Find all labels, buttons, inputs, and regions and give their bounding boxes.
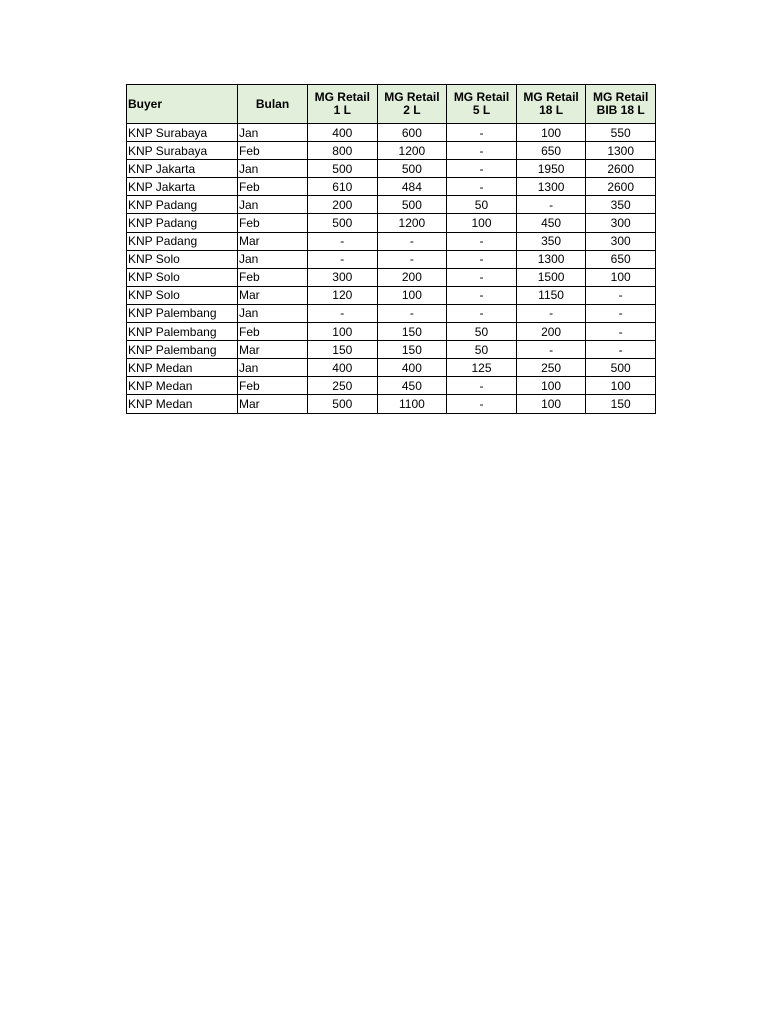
cell-mg-retail-1l: 120 bbox=[308, 286, 378, 304]
cell-buyer: KNP Solo bbox=[127, 250, 238, 268]
cell-bulan: Mar bbox=[238, 232, 308, 250]
cell-mg-retail-bib-18l: - bbox=[586, 304, 656, 322]
cell-mg-retail-2l: - bbox=[377, 250, 447, 268]
table-row bbox=[127, 196, 656, 214]
cell-mg-retail-18l: 1300 bbox=[516, 250, 586, 268]
cell-mg-retail-5l: - bbox=[447, 178, 517, 196]
cell-mg-retail-1l: - bbox=[308, 304, 378, 322]
cell-mg-retail-1l: 400 bbox=[308, 124, 378, 142]
cell-mg-retail-5l: 50 bbox=[447, 341, 517, 359]
header-mg-retail-bib-18l bbox=[586, 85, 656, 124]
cell-mg-retail-5l: - bbox=[447, 124, 517, 142]
table-row bbox=[127, 268, 656, 286]
cell-mg-retail-2l: 150 bbox=[377, 323, 447, 341]
cell-bulan: Feb bbox=[238, 214, 308, 232]
cell-mg-retail-2l: - bbox=[377, 232, 447, 250]
header-line: Buyer bbox=[128, 96, 163, 111]
cell-mg-retail-5l: - bbox=[447, 268, 517, 286]
cell-mg-retail-5l: - bbox=[447, 286, 517, 304]
cell-mg-retail-18l: 100 bbox=[516, 377, 586, 395]
header-mg-retail-1l bbox=[308, 85, 378, 124]
cell-mg-retail-2l: 600 bbox=[377, 124, 447, 142]
cell-mg-retail-2l: 1200 bbox=[377, 142, 447, 160]
cell-buyer: KNP Medan bbox=[127, 395, 238, 413]
cell-mg-retail-2l: 484 bbox=[377, 178, 447, 196]
cell-mg-retail-5l: - bbox=[447, 250, 517, 268]
cell-mg-retail-bib-18l: 350 bbox=[586, 196, 656, 214]
cell-mg-retail-18l: - bbox=[516, 304, 586, 322]
cell-bulan: Jan bbox=[238, 160, 308, 178]
cell-mg-retail-1l: 300 bbox=[308, 268, 378, 286]
cell-mg-retail-1l: 500 bbox=[308, 160, 378, 178]
header-line: MG Retail bbox=[453, 90, 510, 104]
header-line: Bulan bbox=[255, 96, 290, 111]
cell-mg-retail-18l: 100 bbox=[516, 395, 586, 413]
cell-mg-retail-18l: 1500 bbox=[516, 268, 586, 286]
header-line: 5 L bbox=[472, 103, 491, 117]
cell-mg-retail-18l: 1300 bbox=[516, 178, 586, 196]
cell-mg-retail-18l: 100 bbox=[516, 124, 586, 142]
cell-buyer: KNP Surabaya bbox=[127, 124, 238, 142]
header-buyer bbox=[127, 85, 238, 124]
cell-mg-retail-bib-18l: 1300 bbox=[586, 142, 656, 160]
header-line: 1 L bbox=[333, 103, 351, 117]
cell-mg-retail-bib-18l: 550 bbox=[586, 124, 656, 142]
cell-mg-retail-bib-18l: 500 bbox=[586, 359, 656, 377]
cell-mg-retail-5l: - bbox=[447, 232, 517, 250]
cell-bulan: Feb bbox=[238, 268, 308, 286]
cell-mg-retail-1l: 250 bbox=[308, 377, 378, 395]
cell-buyer: KNP Jakarta bbox=[127, 178, 238, 196]
cell-mg-retail-2l: 1100 bbox=[377, 395, 447, 413]
cell-mg-retail-5l: 125 bbox=[447, 359, 517, 377]
cell-buyer: KNP Surabaya bbox=[127, 142, 238, 160]
cell-mg-retail-2l: 450 bbox=[377, 377, 447, 395]
cell-mg-retail-18l: - bbox=[516, 341, 586, 359]
table-row bbox=[127, 395, 656, 413]
cell-mg-retail-5l: - bbox=[447, 395, 517, 413]
table-row bbox=[127, 232, 656, 250]
header-mg-retail-18l bbox=[516, 85, 586, 124]
cell-mg-retail-1l: 200 bbox=[308, 196, 378, 214]
header-mg-retail-5l bbox=[447, 85, 517, 124]
cell-buyer: KNP Jakarta bbox=[127, 160, 238, 178]
cell-mg-retail-bib-18l: 150 bbox=[586, 395, 656, 413]
cell-buyer: KNP Padang bbox=[127, 196, 238, 214]
cell-mg-retail-18l: 250 bbox=[516, 359, 586, 377]
cell-buyer: KNP Padang bbox=[127, 232, 238, 250]
cell-bulan: Jan bbox=[238, 250, 308, 268]
cell-bulan: Jan bbox=[238, 124, 308, 142]
cell-bulan: Jan bbox=[238, 304, 308, 322]
cell-mg-retail-2l: 500 bbox=[377, 160, 447, 178]
cell-mg-retail-2l: 400 bbox=[377, 359, 447, 377]
header-line: 2 L bbox=[403, 103, 421, 117]
cell-buyer: KNP Palembang bbox=[127, 304, 238, 322]
cell-mg-retail-5l: - bbox=[447, 160, 517, 178]
cell-bulan: Mar bbox=[238, 341, 308, 359]
table-row bbox=[127, 323, 656, 341]
cell-mg-retail-bib-18l: - bbox=[586, 323, 656, 341]
cell-mg-retail-bib-18l: - bbox=[586, 286, 656, 304]
cell-buyer: KNP Solo bbox=[127, 286, 238, 304]
cell-buyer: KNP Solo bbox=[127, 268, 238, 286]
header-line: MG Retail bbox=[314, 90, 370, 104]
table-row bbox=[127, 286, 656, 304]
cell-mg-retail-bib-18l: 100 bbox=[586, 377, 656, 395]
cell-mg-retail-bib-18l: - bbox=[586, 341, 656, 359]
cell-mg-retail-bib-18l: 650 bbox=[586, 250, 656, 268]
cell-mg-retail-1l: 500 bbox=[308, 214, 378, 232]
cell-mg-retail-5l: - bbox=[447, 142, 517, 160]
table-row bbox=[127, 250, 656, 268]
cell-mg-retail-bib-18l: 2600 bbox=[586, 160, 656, 178]
cell-mg-retail-18l: 350 bbox=[516, 232, 586, 250]
cell-bulan: Feb bbox=[238, 142, 308, 160]
table-row bbox=[127, 178, 656, 196]
table-row bbox=[127, 142, 656, 160]
table-row bbox=[127, 341, 656, 359]
header-line: MG Retail bbox=[523, 90, 579, 104]
cell-mg-retail-2l: 1200 bbox=[377, 214, 447, 232]
header-line: MG Retail bbox=[593, 90, 649, 104]
cell-mg-retail-18l: 200 bbox=[516, 323, 586, 341]
cell-bulan: Feb bbox=[238, 323, 308, 341]
header-line: BIB 18 L bbox=[596, 103, 645, 117]
table-row bbox=[127, 214, 656, 232]
table-body bbox=[127, 124, 656, 414]
cell-bulan: Jan bbox=[238, 196, 308, 214]
cell-mg-retail-18l: 1150 bbox=[516, 286, 586, 304]
cell-mg-retail-1l: - bbox=[308, 250, 378, 268]
table-row bbox=[127, 359, 656, 377]
cell-mg-retail-1l: 400 bbox=[308, 359, 378, 377]
cell-buyer: KNP Palembang bbox=[127, 323, 238, 341]
cell-bulan: Mar bbox=[238, 286, 308, 304]
cell-mg-retail-5l: 50 bbox=[447, 323, 517, 341]
cell-mg-retail-2l: 100 bbox=[377, 286, 447, 304]
cell-mg-retail-18l: 450 bbox=[516, 214, 586, 232]
cell-mg-retail-1l: 610 bbox=[308, 178, 378, 196]
header-bulan bbox=[238, 85, 308, 124]
cell-mg-retail-5l: - bbox=[447, 377, 517, 395]
cell-bulan: Feb bbox=[238, 178, 308, 196]
cell-mg-retail-2l: 200 bbox=[377, 268, 447, 286]
cell-mg-retail-bib-18l: 300 bbox=[586, 232, 656, 250]
header-line: MG Retail bbox=[384, 90, 440, 104]
cell-buyer: KNP Medan bbox=[127, 377, 238, 395]
cell-mg-retail-bib-18l: 300 bbox=[586, 214, 656, 232]
cell-bulan: Feb bbox=[238, 377, 308, 395]
cell-buyer: KNP Padang bbox=[127, 214, 238, 232]
cell-mg-retail-1l: 500 bbox=[308, 395, 378, 413]
cell-mg-retail-5l: - bbox=[447, 304, 517, 322]
cell-mg-retail-1l: 150 bbox=[308, 341, 378, 359]
cell-mg-retail-5l: 100 bbox=[447, 214, 517, 232]
cell-mg-retail-18l: 1950 bbox=[516, 160, 586, 178]
cell-bulan: Mar bbox=[238, 395, 308, 413]
cell-mg-retail-1l: - bbox=[308, 232, 378, 250]
cell-mg-retail-2l: - bbox=[377, 304, 447, 322]
cell-mg-retail-bib-18l: 2600 bbox=[586, 178, 656, 196]
cell-mg-retail-bib-18l: 100 bbox=[586, 268, 656, 286]
cell-mg-retail-5l: 50 bbox=[447, 196, 517, 214]
cell-mg-retail-1l: 800 bbox=[308, 142, 378, 160]
cell-mg-retail-2l: 500 bbox=[377, 196, 447, 214]
cell-mg-retail-2l: 150 bbox=[377, 341, 447, 359]
sales-table bbox=[126, 84, 656, 414]
table-row bbox=[127, 124, 656, 142]
table-row bbox=[127, 160, 656, 178]
table-header bbox=[127, 85, 656, 124]
cell-mg-retail-18l: 650 bbox=[516, 142, 586, 160]
cell-buyer: KNP Medan bbox=[127, 359, 238, 377]
table-row bbox=[127, 304, 656, 322]
cell-bulan: Jan bbox=[238, 359, 308, 377]
header-line: 18 L bbox=[539, 103, 564, 117]
header-row bbox=[127, 85, 656, 124]
cell-mg-retail-18l: - bbox=[516, 196, 586, 214]
cell-buyer: KNP Palembang bbox=[127, 341, 238, 359]
table-row bbox=[127, 377, 656, 395]
cell-mg-retail-1l: 100 bbox=[308, 323, 378, 341]
header-mg-retail-2l bbox=[377, 85, 447, 124]
